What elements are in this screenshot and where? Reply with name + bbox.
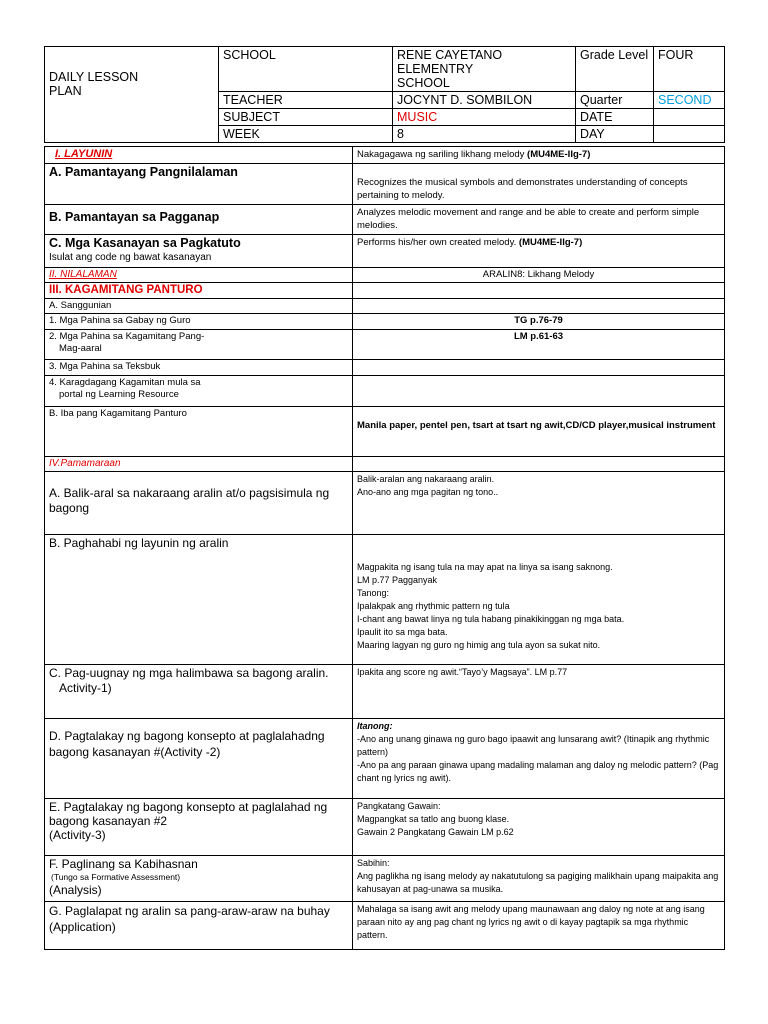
subject-label: SUBJECT	[219, 109, 393, 126]
review-value	[353, 471, 725, 534]
section-1-title: I. LAYUNIN	[45, 147, 353, 164]
quarter-value: SECOND	[654, 92, 725, 109]
teacher-value: JOCYNT D. SOMBILON	[393, 92, 576, 109]
textbook-pages-value	[353, 359, 725, 375]
review-line-2: Ano-ano ang mga pagitan ng tono..	[357, 486, 499, 497]
school-name-line2: SCHOOL	[397, 76, 450, 90]
lr-portal-label-1: 4. Karagdagang Kagamitan mula sa	[49, 376, 201, 388]
mastery-label: F. Paglinang sa Kabihasnan	[49, 856, 198, 871]
discussion-2-line-1: Pangkatang Gawain:	[357, 800, 441, 811]
objective-text: Nakagagawa ng sariling likhang melody	[357, 149, 528, 160]
competencies-value	[353, 234, 725, 267]
tg-pages-label: 1. Mga Pahina sa Gabay ng Guro	[45, 313, 353, 329]
review-line-1: Balik-aralan ang nakaraang aralin.	[357, 473, 495, 484]
mastery-line-2: Ang paglikha ng isang melody ay nakatutulong sa pagiging malikhain upang maipakita ang kahusayan at pag-unawa sa musika.	[357, 870, 719, 894]
title-line-1: DAILY LESSON	[49, 70, 139, 85]
section-3-blank	[353, 282, 725, 298]
subject-value: MUSIC	[393, 109, 576, 126]
examples-label-1: C. Pag-uugnay ng mga halimbawa sa bagong aralin.	[49, 665, 329, 680]
lm-pages-label	[45, 329, 353, 359]
discussion-2-label-1: E. Pagtalakay ng bagong konsepto at paglalahad ng bagong kasanayan #2	[49, 799, 328, 828]
examples-label-2: Activity-1)	[59, 680, 112, 695]
discussion-1-value	[353, 718, 725, 798]
purpose-line-3: Tanong:	[357, 587, 390, 598]
grade-value: FOUR	[654, 47, 725, 92]
lr-portal-value	[353, 375, 725, 406]
content-standard-label: A. Pamantayang Pangnilalaman	[45, 163, 353, 204]
other-materials-value: Manila paper, pentel pen, tsart at tsart ng awit,CD/CD player,musical instrument	[353, 406, 725, 456]
competencies-label: C. Mga Kasanayan sa Pagkatuto	[49, 235, 241, 250]
school-label: SCHOOL	[219, 47, 393, 92]
mastery-value	[353, 855, 725, 901]
lm-pages-label-1: 2. Mga Pahina sa Kagamitang Pang-	[49, 330, 205, 342]
quarter-label: Quarter	[576, 92, 654, 109]
textbook-pages-label: 3. Mga Pahina sa Teksbuk	[45, 359, 353, 375]
competencies-sub: Isulat ang code ng bawat kasanayan	[49, 251, 212, 263]
mastery-sub: (Tungo sa Formative Assessment)	[51, 871, 181, 882]
lm-pages-value: LM p.61-63	[353, 329, 725, 359]
other-materials-label: B. Iba pang Kagamitang Panturo	[45, 406, 353, 456]
examples-value: Ipakita ang score ng awit.“Tayo’y Magsaya”. LM p.77	[353, 664, 725, 718]
lesson-plan-document	[44, 46, 724, 950]
date-value	[654, 109, 725, 126]
teacher-label: TEACHER	[219, 92, 393, 109]
purpose-line-7: Maaring lagyan ng guro ng himig ang tula ayon sa sukat nito.	[357, 639, 601, 650]
application-label-2: (Application)	[49, 919, 116, 934]
purpose-value	[353, 534, 725, 664]
purpose-line-1: Magpakita ng isang tula na may apat na linya sa isang saknong.	[357, 561, 613, 572]
application-label-1: G. Paglalapat ng aralin sa pang-araw-araw na buhay	[49, 903, 330, 918]
week-value: 8	[393, 126, 576, 143]
tg-pages-value: TG p.76-79	[353, 313, 725, 329]
section-4-title: IV.Pamamaraan	[45, 456, 353, 471]
discussion-2-line-3: Gawain 2 Pangkatang Gawain LM p.62	[357, 826, 514, 837]
section-3-title: III. KAGAMITANG PANTURO	[45, 282, 353, 298]
content-standard-value: Recognizes the musical symbols and demonstrates understanding of concepts pertaining to melody.	[353, 163, 725, 204]
section-4-blank	[353, 456, 725, 471]
title-blank	[45, 109, 219, 143]
mastery-label-2: (Analysis)	[49, 882, 102, 897]
references-blank	[353, 298, 725, 313]
lesson-title: ARALIN8: Likhang Melody	[353, 267, 725, 282]
discussion-2-label-2: (Activity-3)	[49, 827, 106, 842]
mastery-line-1: Sabihin:	[357, 857, 390, 868]
competencies-code: (MU4ME-IIg-7)	[518, 236, 583, 248]
lr-portal-label-2: portal ng Learning Resource	[59, 388, 179, 400]
mastery-label-cell	[45, 855, 353, 901]
doc-title	[45, 47, 219, 109]
review-label: A. Balik-aral sa nakaraang aralin at/o pagsisimula ng bagong	[45, 471, 353, 534]
performance-standard-value: Analyzes melodic movement and range and be able to create and perform simple melodies.	[353, 204, 725, 234]
competencies-label-cell	[45, 234, 353, 267]
date-label: DATE	[576, 109, 654, 126]
week-label: WEEK	[219, 126, 393, 143]
day-label: DAY	[576, 126, 654, 143]
purpose-label: B. Paghahabi ng layunin ng aralin	[45, 534, 353, 664]
objective-code: (MU4ME-IIg-7)	[527, 149, 591, 160]
application-value: Mahalaga sa isang awit ang melody upang maunawaan ang daloy ng note at ang isang paraan nito ay ang pag chant ng lyrics ng awit o di kayay pagtapik sa mga rhythmic pattern.	[353, 901, 725, 949]
discussion-2-label	[45, 798, 353, 855]
discussion-1-line-2: -Ano pa ang paraan ginawa upang madaling malaman ang daloy ng melodic pattern? (Pag chant ng lyrics ng awit).	[357, 759, 719, 783]
objective-cell	[353, 147, 725, 164]
school-name-line1: RENE CAYETANO ELEMENTRY	[397, 48, 503, 76]
header-table	[44, 46, 725, 143]
application-label	[45, 901, 353, 949]
references-label: A. Sanggunian	[45, 298, 353, 313]
purpose-line-6: Ipaulit ito sa mga bata.	[357, 626, 448, 637]
lm-pages-label-2: Mag-aaral	[59, 342, 102, 354]
section-2-title: II. NILALAMAN	[45, 267, 353, 282]
purpose-line-4: Ipalakpak ang rhythmic pattern ng tula	[357, 600, 510, 611]
performance-standard-label: B. Pamantayan sa Pagganap	[45, 204, 353, 234]
discussion-2-value	[353, 798, 725, 855]
discussion-1-label: D. Pagtalakay ng bagong konsepto at paglalahadng bagong kasanayan #(Activity -2)	[45, 718, 353, 798]
purpose-line-2: LM p.77 Pagganyak	[357, 574, 438, 585]
lr-portal-label	[45, 375, 353, 406]
school-value	[393, 47, 576, 92]
grade-label: Grade Level	[576, 47, 654, 92]
discussion-1-head: Itanong:	[357, 720, 393, 731]
competencies-text: Performs his/her own created melody.	[357, 236, 519, 248]
body-table	[44, 146, 725, 950]
discussion-1-line-1: -Ano ang unang ginawa ng guro bago ipaawit ang lunsarang awit? (Itinapik ang rhythmic pattern)	[357, 733, 710, 757]
examples-label	[45, 664, 353, 718]
day-value	[654, 126, 725, 143]
title-line-2: PLAN	[49, 84, 82, 99]
purpose-line-5: I-chant ang bawat linya ng tula habang pinakikinggan ng mga bata.	[357, 613, 625, 624]
discussion-2-line-2: Magpangkat sa tatlo ang buong klase.	[357, 813, 510, 824]
